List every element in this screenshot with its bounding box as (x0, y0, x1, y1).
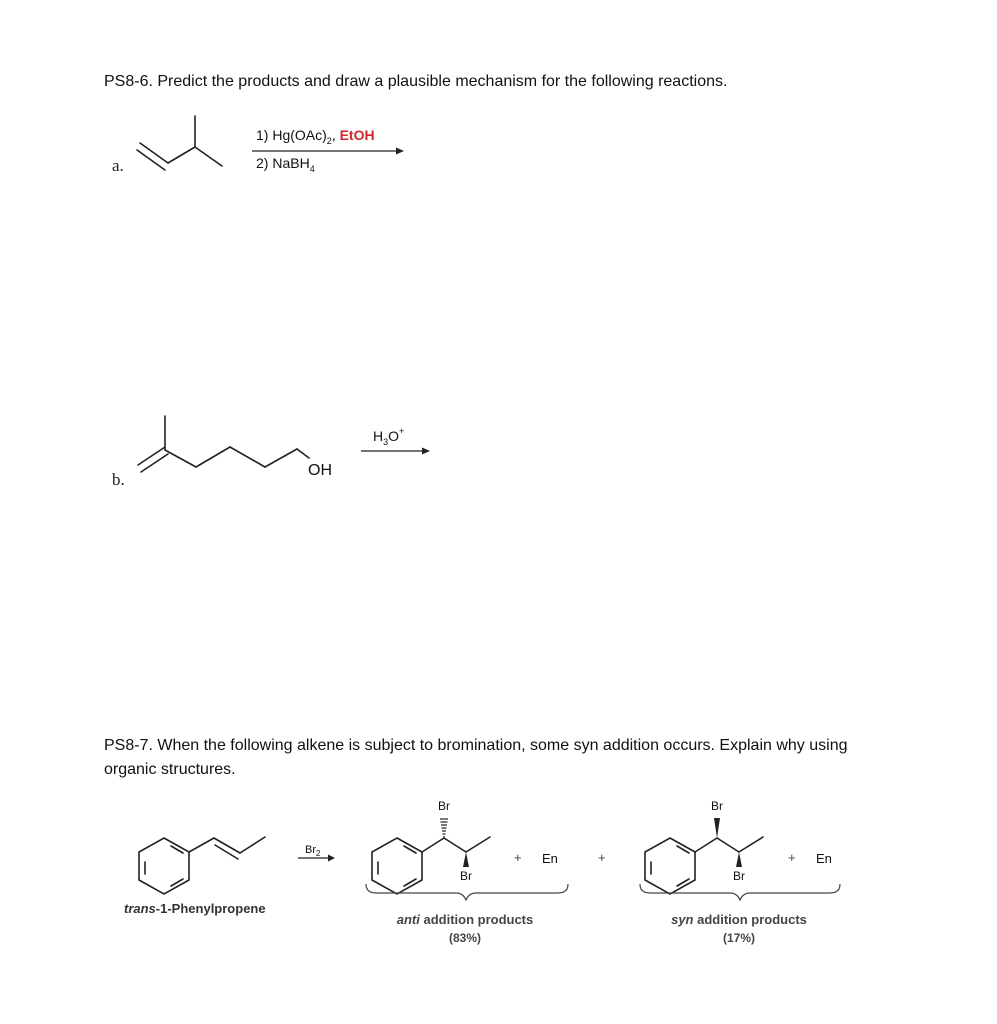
part-a-alkene-structure (137, 116, 222, 170)
syn-br-bottom: Br (733, 869, 745, 883)
etoh-solvent: EtOH (339, 127, 375, 143)
anti-br-top: Br (438, 799, 450, 813)
part-a-step1: 1) $Hg(OAc)_2$, EtOH (256, 127, 375, 146)
anti-enantiomer: En (542, 851, 558, 866)
ps8-7-heading-line1: PS8-7. When the following alkene is subject to bromination, some syn addition occurs. Explain why using (104, 737, 848, 754)
ps8-7-heading (104, 734, 964, 782)
syn-caption: syn addition products (671, 912, 807, 927)
part-a-reaction-arrow (252, 148, 404, 155)
syn-solid-wedge-bottom (736, 852, 742, 867)
ps8-6-heading: PS8-6. Predict the products and draw a plausible mechanism for the following reactions. (104, 73, 728, 90)
part-b-alkene-alcohol-structure (138, 416, 309, 472)
syn-plus: + (788, 850, 796, 865)
anti-product-structure (372, 837, 490, 894)
part-b-label: b. (112, 470, 125, 489)
syn-solid-wedge-top (714, 818, 720, 838)
anti-caption: anti addition products (396, 912, 534, 927)
oh-group: OH (308, 462, 332, 479)
anti-br-bottom: Br (460, 869, 472, 883)
anti-brace (366, 884, 568, 900)
anti-plus: + (514, 850, 522, 865)
anti-c-c-bond (444, 838, 466, 852)
syn-product-structure (645, 837, 763, 894)
syn-enantiomer: En (816, 851, 832, 866)
ps8-7-heading-line2: organic structures. (104, 761, 236, 778)
anti-solid-wedge-bond (463, 852, 469, 867)
anti-percent: (83%) (448, 931, 482, 945)
syn-percent: (17%) (722, 931, 756, 945)
trans-1-phenylpropene-structure (139, 837, 265, 894)
between-groups-plus: + (598, 850, 606, 865)
syn-br-top: Br (711, 799, 723, 813)
br2-reagent: $Br_2$ (305, 844, 321, 858)
part-b-reaction-arrow (361, 448, 430, 455)
anti-hashed-wedge-bond (440, 819, 448, 838)
part-a-step2: 2) NaBH$_4$ (256, 155, 315, 174)
syn-brace (640, 884, 840, 900)
part-a-label: a. (112, 156, 124, 175)
part-b-reagent: $H_3O^+$ (373, 426, 405, 447)
reactant-name: trans-1-Phenylpropene (124, 901, 266, 916)
